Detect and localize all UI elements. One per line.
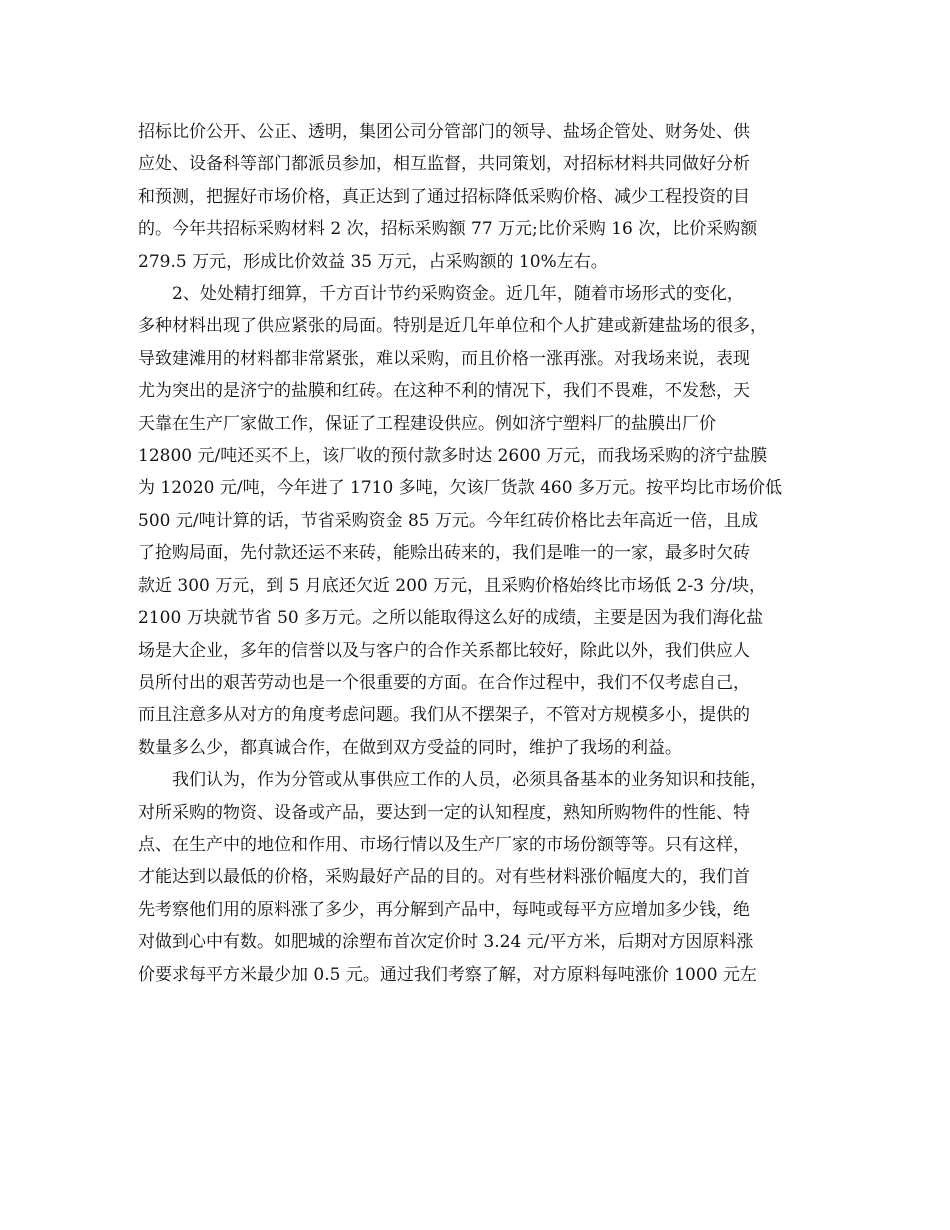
text-line: 导致建滩用的材料都非常紧张，难以采购，而且价格一涨再涨。对我场来说，表现 — [138, 348, 750, 369]
text-line: 和预测，把握好市场价格，真正达到了通过招标降低采购价格、减少工程投资的目 — [138, 186, 750, 207]
text-line: 价要求每平方米最少加 0.5 元。通过我们考察了解，对方原料每吨涨价 1000 元左 — [138, 964, 757, 985]
text-line: 招标比价公开、公正、透明，集团公司分管部门的领导、盐场企管处、财务处、供 — [138, 122, 750, 142]
text-line: 先考察他们用的原料涨了多少，再分解到产品中，每吨或每平方应增加多少钱，绝 — [138, 899, 750, 920]
text-line: 12800 元/吨还买不上，该厂收的预付款多时达 2600 万元，而我场采购的济宁盐膜 — [138, 446, 768, 467]
text-line: 我们认为，作为分管或从事供应工作的人员，必须具备基本的业务知识和技能， — [172, 770, 767, 791]
text-line: 员所付出的艰苦劳动也是一个很重要的方面。在合作过程中，我们不仅考虑自己， — [138, 672, 750, 693]
text-line: 点、在生产中的地位和作用、市场行情以及生产厂家的市场份额等等。只有这样， — [138, 834, 750, 855]
text-line: 2100 万块就节省 50 多万元。之所以能取得这么好的成绩，主要是因为我们海化盐 — [138, 608, 764, 629]
text-line: 尤为突出的是济宁的盐膜和红砖。在这种不利的情况下，我们不畏难，不发愁，天 — [138, 381, 750, 402]
text-line: 多种材料出现了供应紧张的局面。特别是近几年单位和个人扩建或新建盐场的很多， — [138, 316, 767, 337]
text-line: 场是大企业，多年的信誉以及与客户的合作关系都比较好，除此以外，我们供应人 — [138, 640, 750, 661]
text-line: 天靠在生产厂家做工作，保证了工程建设供应。例如济宁塑料厂的盐膜出厂价 — [138, 413, 716, 434]
text-line: 对所采购的物资、设备或产品，要达到一定的认知程度，熟知所购物件的性能、特 — [138, 802, 750, 823]
paragraph-2 — [138, 278, 820, 764]
text-line: 2、处处精打细算，千方百计节约采购资金。近几年，随着市场形式的变化， — [172, 284, 744, 305]
text-line: 数量多么少，都真诚合作，在做到双方受益的同时，维护了我场的利益。 — [138, 737, 682, 758]
text-line: 对做到心中有数。如肥城的涂塑布首次定价时 3.24 元/平方米，后期对方因原料涨 — [138, 932, 754, 953]
text-line: 500 元/吨计算的话，节省采购资金 85 万元。今年红砖价格比去年高近一倍，且成 — [138, 510, 759, 531]
paragraph-1 — [138, 116, 820, 278]
text-line: 应处、设备科等部门都派员参加，相互监督，共同策划，对招标材料共同做好分析 — [138, 154, 750, 175]
text-line: 279.5 万元，形成比价效益 35 万元，占采购额的 10%左右。 — [138, 251, 608, 272]
text-line: 了抢购局面，先付款还运不来砖，能赊出砖来的，我们是唯一的一家，最多时欠砖 — [138, 543, 750, 564]
text-line: 才能达到以最低的价格，采购最好产品的目的。对有些材料涨价幅度大的，我们首 — [138, 867, 750, 888]
text-line: 为 12020 元/吨，今年进了 1710 多吨，欠该厂货款 460 多万元。按平均比市场价低 — [138, 478, 782, 499]
text-line: 的。今年共招标采购材料 2 次，招标采购额 77 万元;比价采购 16 次，比价采购额 — [138, 219, 758, 240]
document-body — [138, 116, 820, 991]
text-line: 而且注意多从对方的角度考虑问题。我们从不摆架子，不管对方规模多小，提供的 — [138, 705, 750, 726]
text-line: 款近 300 万元，到 5 月底还欠近 200 万元，且采购价格始终比市场低 2-3 分/块， — [138, 575, 767, 596]
paragraph-3 — [138, 764, 820, 991]
